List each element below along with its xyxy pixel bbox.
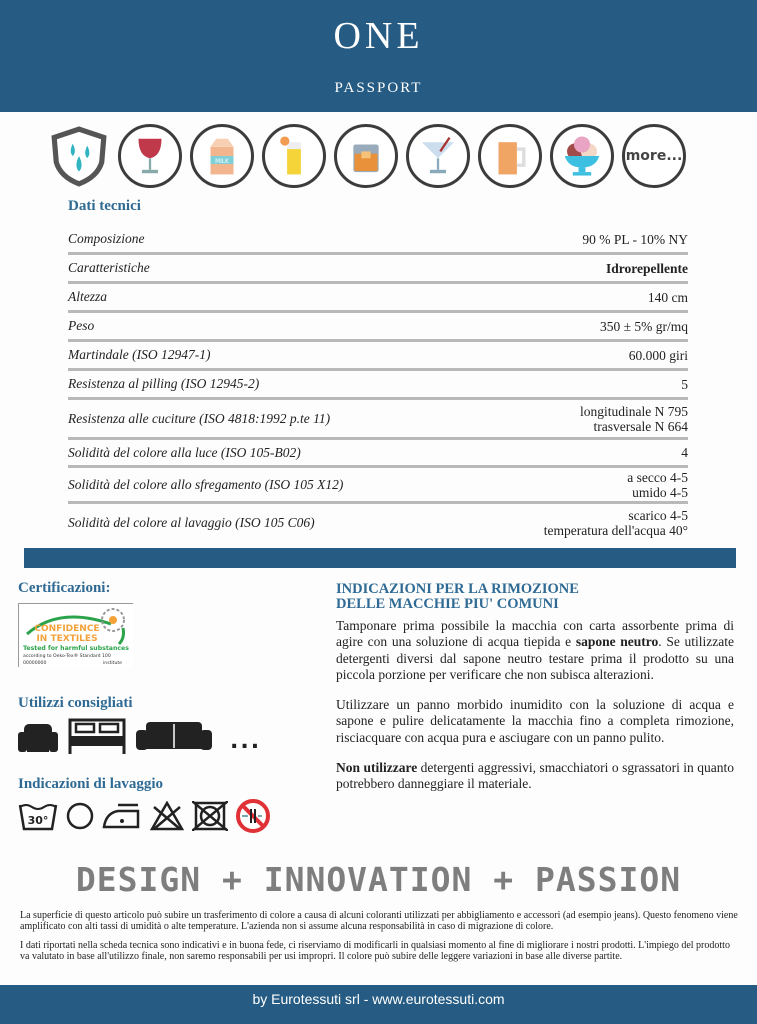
row-label: Composizione <box>68 231 145 246</box>
slogan: DESIGN + INNOVATION + PASSION <box>75 860 682 899</box>
stain-removal-title-line2: DELLE MACCHIE PIU' COMUNI <box>336 596 559 612</box>
header-banner <box>0 0 757 112</box>
svg-text:CONFIDENCE: CONFIDENCE <box>34 624 100 634</box>
row-label: Martindale (ISO 12947-1) <box>68 347 211 362</box>
row-label: Resistenza alle cuciture (ISO 4818:1992 p.te 11) <box>68 410 331 426</box>
water-repellent-shield-icon <box>48 125 110 187</box>
svg-text:00000000: 00000000 <box>23 661 47 666</box>
svg-text:Tested for harmful substances: Tested for harmful substances <box>23 645 129 652</box>
wine-icon <box>118 124 182 188</box>
table-row <box>68 468 688 504</box>
row-label: Caratteristiche <box>68 260 150 275</box>
wash-30-icon <box>18 801 58 831</box>
oeko-tex-logo <box>18 603 133 667</box>
disclaimer-paragraph-1: La superficie di questo articolo può subire un trasferimento di colore a causa di alcuni coloranti utilizzati per abbigliamento e accessori (ad esempio jeans). Questo fenomeno viene amplificato con alti tassi di umidità o alte temperature. L'azienda non si assume alcuna responsabilità in caso di migrazione di colore. <box>20 910 738 932</box>
milk-icon <box>190 124 254 188</box>
no-tumble-dry-icon <box>192 801 228 831</box>
table-row <box>68 400 688 440</box>
row-label: Altezza <box>68 289 107 304</box>
certifications-title: Certificazioni: <box>18 580 111 596</box>
armchair-icon <box>18 722 58 754</box>
ice-cream-icon <box>550 124 614 188</box>
svg-text:MILK: MILK <box>215 158 229 165</box>
product-subtitle: PASSPORT <box>334 80 423 96</box>
dry-clean-icon <box>66 802 94 830</box>
table-row <box>68 313 688 342</box>
row-value: 140 cm <box>647 289 688 305</box>
washing-title: Indicazioni di lavaggio <box>18 776 164 792</box>
sofa-icon <box>136 722 212 754</box>
uses-title: Utilizzi consigliati <box>18 695 133 711</box>
footer-text[interactable]: by Eurotessuti srl - www.eurotessuti.com <box>252 991 505 1007</box>
stain-removal-title-line1: INDICAZIONI PER LA RIMOZIONE <box>336 581 579 597</box>
row-value: scarico 4-5 temperatura dell'acqua 40° <box>543 508 688 538</box>
table-row <box>68 504 688 542</box>
row-value: 60.000 giri <box>628 347 688 363</box>
divider-band <box>24 548 736 568</box>
whisky-icon <box>334 124 398 188</box>
row-label: Solidità del colore allo sfregamento (ISO 105 X12) <box>68 476 344 492</box>
bed-icon <box>66 718 128 754</box>
table-row <box>68 342 688 371</box>
left-column <box>18 580 318 833</box>
more-icon[interactable]: more... <box>622 124 686 188</box>
row-value: 4 <box>681 445 688 460</box>
disclaimer-paragraph-2: I dati riportati nella scheda tecnica sono indicativi e in buona fede, ci riserviamo di modificarli in qualsiasi momento al fine di migliorare i nostri prodotti. L'impiego del prodotto va valutato in base all'utilizzo finale, non saremo responsabili per usi impropri. Il colore può subire delle leggere variazioni in base alle diverse partite. <box>20 940 730 962</box>
stain-icons-row <box>48 124 686 188</box>
row-label: Resistenza al pilling (ISO 12945-2) <box>68 376 260 391</box>
footer <box>0 985 757 1024</box>
no-compress-icon <box>236 799 270 833</box>
product-title: ONE <box>333 15 424 57</box>
svg-text:institute: institute <box>103 661 122 666</box>
stain-removal-section <box>336 582 734 793</box>
tech-data-table <box>68 226 688 542</box>
stain-paragraph-1: Tamponare prima possibile la macchia con carta assorbente prima di agire con una soluzione di acqua tiepida e sapone neutro. Se utilizzate detergenti diversi dal sapone neutro testare prima il prodotto su una piccola porzione per verificare che non subisca alterazioni. <box>336 618 734 682</box>
washing-icons <box>18 799 318 833</box>
svg-text:30°: 30° <box>27 814 49 827</box>
row-value: longitudinale N 795 trasversale N 664 <box>580 403 688 434</box>
tech-data-title: Dati tecnici <box>68 198 141 214</box>
stain-paragraph-3: Non utilizzare detergenti aggressivi, smacchiatori o sgrassatori in quanto potrebbero danneggiare il materiale. <box>336 760 734 792</box>
svg-text:according to Oeko-Tex® Standar: according to Oeko-Tex® Standard 100 <box>23 654 111 659</box>
more-uses-ellipsis: ... <box>230 729 262 754</box>
iron-icon <box>102 803 142 829</box>
row-label: Peso <box>68 318 95 333</box>
row-value: 90 % PL - 10% NY <box>582 231 688 247</box>
svg-text:IN TEXTILES: IN TEXTILES <box>36 634 98 644</box>
row-value: a secco 4-5 umido 4-5 <box>627 469 688 500</box>
table-row <box>68 255 688 284</box>
table-row <box>68 440 688 468</box>
disclaimer <box>20 910 740 962</box>
cocktail-icon <box>406 124 470 188</box>
stain-paragraph-2: Utilizzare un panno morbido inumidito con la soluzione di acqua e sapone e pulire delicatamente la macchia fino a completa rimozione, risciacquare con acqua pura e asciugare con un panno pulito. <box>336 697 734 745</box>
row-value: 5 <box>681 376 688 392</box>
row-value: Idrorepellente <box>606 260 688 276</box>
no-bleach-icon <box>150 801 184 831</box>
table-row <box>68 371 688 400</box>
row-label: Solidità del colore al lavaggio (ISO 105 C06) <box>68 515 315 530</box>
orange-juice-icon <box>262 124 326 188</box>
row-value: 350 ± 5% gr/mq <box>599 318 688 334</box>
table-row <box>68 226 688 255</box>
uses-icons <box>18 718 318 754</box>
beer-icon <box>478 124 542 188</box>
table-row <box>68 284 688 313</box>
row-label: Solidità del colore alla luce (ISO 105-B02) <box>68 444 301 460</box>
